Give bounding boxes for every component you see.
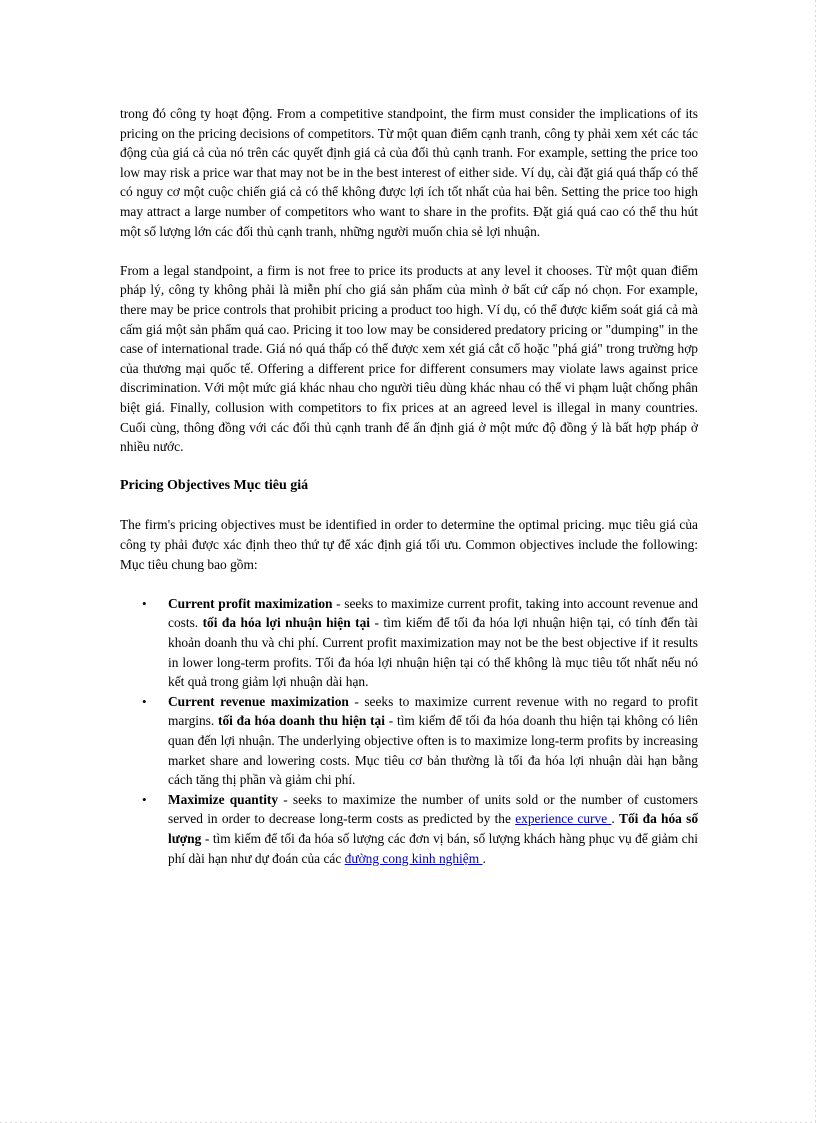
item-text: - seeks to maximize the number of units sold or the number of customers served in order to decrease long-term costs as predicted by the — [168, 791, 698, 827]
objectives-list — [120, 594, 698, 868]
list-item — [142, 692, 698, 790]
item-text: - seeks to maximize current profit, taking into account revenue and costs. — [168, 595, 698, 631]
item-text: - tìm kiếm để tối đa hóa lợi nhuận hiện tại, có tính đến tài khoản doanh thu và chi phí. Current profit maximization may not be the best objective if it results in lower long-term profits. Tối đa hóa lợi nhuận hiện tại có thể không là mục tiêu tốt nhất nếu nó kết quả trong giảm lợi nhuận dài hạn. — [168, 615, 698, 690]
item-text: - seeks to maximize current revenue with no regard to profit margins. — [168, 693, 698, 729]
term-vi: Tối đa hóa số lượng — [168, 811, 699, 846]
term-en: Maximize quantity — [168, 791, 279, 807]
paragraph-objectives-intro: The firm's pricing objectives must be identified in order to determine the optimal pricing. mục tiêu giá của công ty phải được xác định theo thứ tự để xác định giá tối ưu. Common objectives include the following: Mục tiêu chung bao gồm: — [120, 517, 698, 572]
paragraph-legal: From a legal standpoint, a firm is not free to price its products at any level it chooses. Từ một quan điểm pháp lý, công ty không phải là miễn phí cho giá sản phẩm của mình ở bất cứ cấp nó chọn. For example, there may be price controls that prohibit pricing a product too high. Ví dụ, có thể được kiểm soát giá cả mà cấm giá một sản phẩm quá cao. Pricing it too low may be considered predatory pricing or "dumping" in the case of international trade. Giá nó quá thấp có thể được xem xét giá cắt cổ hoặc "phá giá" trong trường hợp của thương mại quốc tế. Offering a different price for different consumers may violate laws against price discrimination. Với một mức giá khác nhau cho người tiêu dùng khác nhau có thể vi phạm luật chống phân biệt giá. Finally, collusion with competitors to fix prices at an agreed level is illegal in many countries. Cuối cùng, thông đồng với các đối thủ cạnh tranh để ấn định giá ở một mức độ đồng ý là bất hợp pháp ở nhiều nước. — [120, 262, 698, 455]
document-page — [120, 104, 698, 868]
item-text: - tìm kiếm để tối đa hóa số lượng các đơn vị bán, số lượng khách hàng phục vụ để giảm chi phí dài hạn như dự đoán của các — [168, 830, 698, 866]
term-en: Current profit maximization — [168, 595, 333, 611]
experience-curve-link[interactable]: experience curve — [515, 811, 612, 827]
paragraph-competition: trong đó công ty hoạt động. From a competitive standpoint, the firm must consider the implications of its pricing on the pricing decisions of competitors. Từ một quan điểm cạnh tranh, công ty phải xem xét các tác động của giá cả của nó trên các quyết định giá cả của đối thủ cạnh tranh. For example, setting the price too low may risk a price war that may not be in the best interest of either side. Ví dụ, cài đặt giá quá thấp có thể có nguy cơ một cuộc chiến giá cả có thể không được lợi ích tốt nhất của hai bên. Setting the price too high may attract a large number of competitors who want to share in the profits. Đặt giá quá cao có thể thu hút một số lượng lớn các đối thủ cạnh tranh, những người muốn chia sẻ lợi nhuận. — [120, 106, 698, 239]
item-text: . — [611, 811, 620, 827]
section-heading-pricing-objectives: Pricing Objectives Mục tiêu giá — [120, 478, 309, 494]
list-item — [142, 594, 698, 692]
term-en: Current revenue maximization — [168, 693, 349, 709]
experience-curve-vi-link[interactable]: đường cong kinh nghiệm — [344, 850, 483, 866]
item-text: . — [482, 850, 486, 866]
bullet-icon: • — [142, 693, 147, 709]
bullet-icon: • — [142, 595, 147, 611]
term-vi: tối đa hóa doanh thu hiện tại — [218, 713, 385, 729]
term-vi: tối đa hóa lợi nhuận hiện tại — [202, 615, 370, 631]
list-item — [142, 790, 699, 868]
bullet-icon: • — [142, 791, 147, 807]
item-text: - tìm kiếm để tối đa hóa doanh thu hiện tại không có liên quan đến lợi nhuận. The underlying objective often is to maximize long-term profits by increasing market share and lowering costs. Mục tiêu cơ bản thường là tối đa hóa lợi nhuận dài hạn bằng cách tăng thị phần và giảm chi phí. — [168, 713, 698, 788]
